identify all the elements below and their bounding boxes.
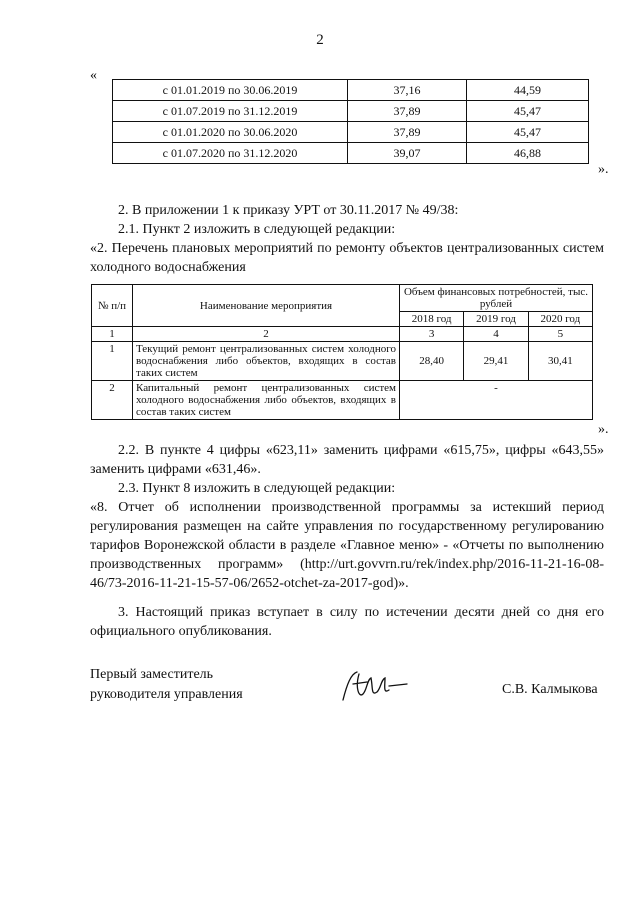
header-year: 2018 год [400, 312, 464, 327]
row-number: 1 [92, 342, 133, 381]
header-name: Наименование мероприятия [133, 285, 400, 327]
value-cell: 45,47 [467, 122, 589, 143]
header-volume: Объем финансовых потребностей, тыс. рублей [400, 285, 593, 312]
column-number: 2 [133, 327, 400, 342]
header-year: 2019 год [464, 312, 528, 327]
value-cell: 28,40 [400, 342, 464, 381]
measure-name: Текущий ремонт централизованных систем холодного водоснабжения либо объектов, входящих в состав таких систем [133, 342, 400, 381]
table-row [113, 122, 589, 143]
table-row [92, 381, 593, 420]
opening-quote: « [90, 68, 97, 83]
section-2-3-text: «8. Отчет об исполнении производственной программы за истекший период регулирования размещен на сайте управления по государственному регулированию тарифов Воронежской области в разделе «Главное меню» - «Отчеты по выполнению производственных программ» (http://urt.govvrn.ru/rek/index.php/2016-11-21-16-08-46/73-2016-11-21-15-57-06/2652-otchet-za-2017-god)». [90, 500, 604, 591]
signatory-name: С.В. Калмыкова [502, 682, 598, 697]
measure-name: Капитальный ремонт централизованных систем холодного водоснабжения либо объектов, входящих в состав таких систем [133, 381, 400, 420]
column-number: 4 [464, 327, 528, 342]
page-number: 2 [316, 32, 324, 48]
signatory-title-line: руководителя управления [90, 687, 243, 702]
period-cell: с 01.01.2020 по 30.06.2020 [113, 122, 348, 143]
column-number-row [92, 327, 593, 342]
table-row [92, 342, 593, 381]
period-cell: с 01.07.2019 по 31.12.2019 [113, 101, 348, 122]
value-cell: 37,89 [348, 122, 467, 143]
signatory-title [90, 665, 243, 705]
column-number: 5 [528, 327, 592, 342]
measures-table [91, 284, 593, 420]
section-2-heading: 2. В приложении 1 к приказу УРТ от 30.11.2017 № 49/38: [118, 203, 459, 218]
section-2-2: 2.2. В пункте 4 цифры «623,11» заменить цифрами «615,75», цифры «643,55» заменить цифрами «631,46». [90, 443, 604, 477]
section-2-3-heading: 2.3. Пункт 8 изложить в следующей редакции: [118, 481, 396, 496]
value-cell: 39,07 [348, 143, 467, 164]
value-cell: 37,16 [348, 80, 467, 101]
row-number: 2 [92, 381, 133, 420]
period-cell: с 01.07.2020 по 31.12.2020 [113, 143, 348, 164]
signature-mark [333, 664, 413, 708]
table-row [113, 101, 589, 122]
closing-quote: ». [598, 162, 609, 177]
table-row [113, 80, 589, 101]
value-cell: 44,59 [467, 80, 589, 101]
value-cell: 45,47 [467, 101, 589, 122]
column-number: 3 [400, 327, 464, 342]
period-cell: с 01.01.2019 по 30.06.2019 [113, 80, 348, 101]
section-2-1-text: «2. Перечень плановых мероприятий по ремонту объектов централизованных систем холодного водоснабжения [90, 241, 604, 275]
section-3: 3. Настоящий приказ вступает в силу по истечении десяти дней со дня его официального опубликования. [90, 605, 604, 639]
column-number: 1 [92, 327, 133, 342]
empty-value-dash: - [400, 381, 593, 420]
signatory-title-line: Первый заместитель [90, 667, 214, 682]
value-cell: 37,89 [348, 101, 467, 122]
value-cell: 29,41 [464, 342, 528, 381]
value-cell: 30,41 [528, 342, 592, 381]
table-header-row [92, 285, 593, 312]
value-cell: 46,88 [467, 143, 589, 164]
header-number: № п/п [92, 285, 133, 327]
table-row [113, 143, 589, 164]
closing-quote: ». [598, 422, 609, 437]
section-2-1-heading: 2.1. Пункт 2 изложить в следующей редакции: [118, 222, 396, 237]
header-year: 2020 год [528, 312, 592, 327]
rate-table [112, 79, 589, 164]
